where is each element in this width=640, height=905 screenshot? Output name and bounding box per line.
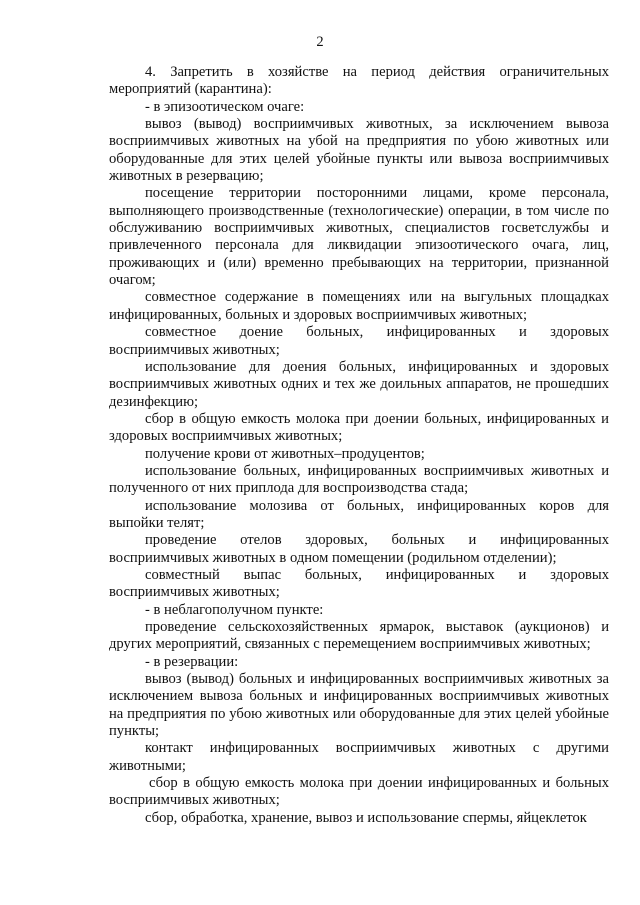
paragraph: проведение сельскохозяйственных ярмарок, выставок (аукционов) и других мероприятий, связанных с перемещением восприимчивых животных; bbox=[109, 619, 609, 653]
paragraph-subheading-reservation: - в резервации: bbox=[145, 653, 239, 670]
paragraph: вывоз (вывод) больных и инфицированных восприимчивых животных за исключением вывоза больных и инфицированных восприимчивых животных на предприятия по убою животных или оборудованные для этих целей убойные пункты; bbox=[109, 671, 609, 740]
page-number: 2 bbox=[316, 34, 324, 50]
paragraph: посещение территории посторонними лицами, кроме персонала, выполняющего производственные (технологические) операции, в том числе по обслуживанию восприимчивых животных, специалистов госветслужбы и привлеченного персонала для ликвидации эпизоотического очага, лиц, проживающих и (или) временно пребывающих на территории, признанной очагом; bbox=[109, 185, 609, 289]
paragraph: совместное доение больных, инфицированных и здоровых восприимчивых животных; bbox=[109, 324, 609, 358]
paragraph-subheading-point: - в неблагополучном пункте: bbox=[145, 601, 324, 618]
paragraph-subheading-focus: - в эпизоотическом очаге: bbox=[145, 98, 305, 115]
paragraph: сбор, обработка, хранение, вывоз и использование спермы, яйцеклеток bbox=[145, 809, 587, 826]
paragraph: использование молозива от больных, инфицированных коров для выпойки телят; bbox=[109, 497, 609, 531]
paragraph: сбор в общую емкость молока при доении инфицированных и больных восприимчивых животных; bbox=[109, 775, 609, 809]
paragraph-item-4: 4. Запретить в хозяйстве на период действия ограничительных мероприятий (карантина): bbox=[109, 64, 609, 98]
paragraph: вывоз (вывод) восприимчивых животных, за исключением вывоза восприимчивых животных на убой на предприятия по убою животных или оборудованные для этих целей убойные пункты или вывоза восприимчивых животных в резервацию; bbox=[109, 116, 609, 185]
document-body bbox=[109, 64, 609, 827]
paragraph: сбор в общую емкость молока при доении больных, инфицированных и здоровых восприимчивых животных; bbox=[109, 410, 609, 445]
paragraph: получение крови от животных–продуцентов; bbox=[145, 445, 425, 462]
paragraph: контакт инфицированных восприимчивых животных с другими животными; bbox=[109, 740, 609, 774]
paragraph: использование для доения больных, инфицированных и здоровых восприимчивых животных одних и тех же доильных аппаратов, не прошедших дезинфекцию; bbox=[109, 358, 609, 410]
paragraph: совместный выпас больных, инфицированных и здоровых восприимчивых животных; bbox=[109, 566, 609, 601]
paragraph: совместное содержание в помещениях или на выгульных площадках инфицированных, больных и здоровых восприимчивых животных; bbox=[109, 289, 609, 323]
paragraph: проведение отелов здоровых, больных и инфицированных восприимчивых животных в одном помещении (родильном отделении); bbox=[109, 532, 609, 566]
paragraph: использование больных, инфицированных восприимчивых животных и полученного от них приплода для воспроизводства стада; bbox=[109, 462, 609, 497]
